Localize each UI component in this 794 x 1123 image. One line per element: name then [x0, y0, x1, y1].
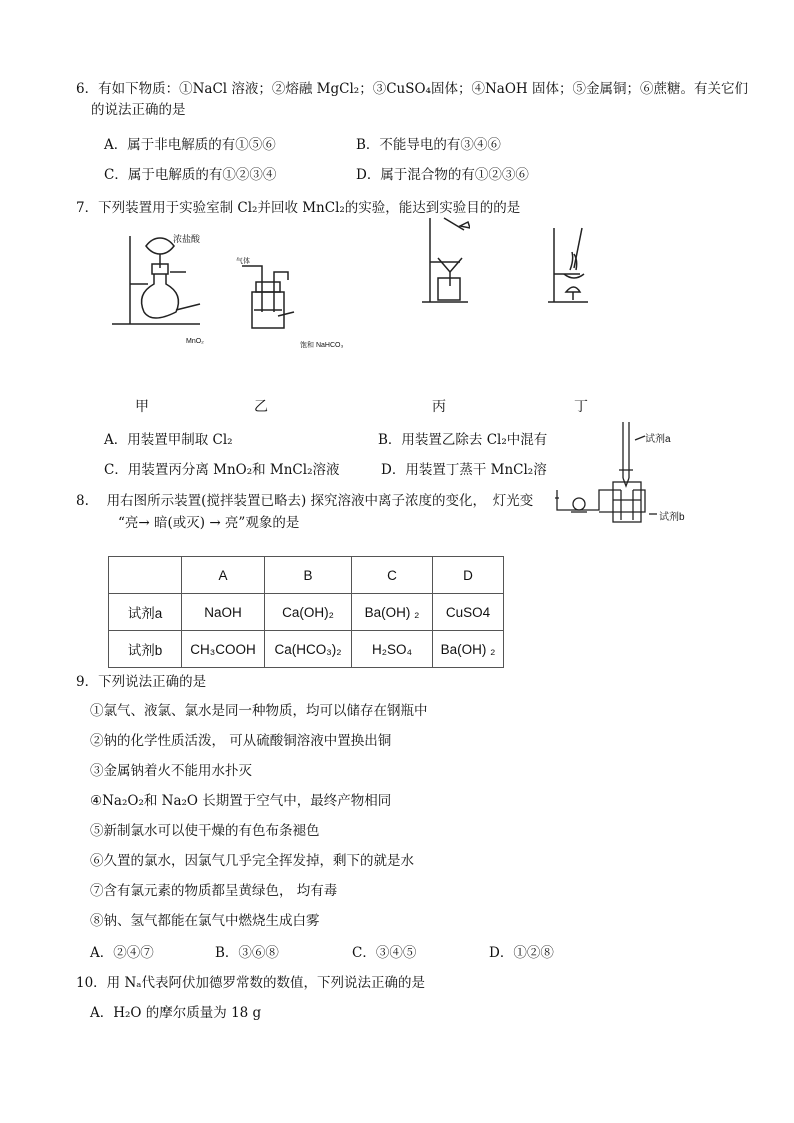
table-row	[109, 631, 504, 668]
label-reagent-a: 试剂a	[645, 434, 671, 445]
table-cell: NaOH	[182, 594, 265, 631]
label-conc-hcl: 浓盐酸	[173, 234, 201, 244]
table-cell: Ca(OH)₂	[265, 594, 352, 631]
q6-option-a: A．属于非电解质的有①⑤⑥	[104, 137, 276, 153]
q9-item-1: ①氯气、液氯、氯水是同一种物质，均可以储存在钢瓶中	[90, 703, 428, 719]
table-cell: CH₃COOH	[182, 631, 265, 668]
table-cell: H₂SO₄	[352, 631, 433, 668]
q7-option-d: D．用装置丁蒸干 MnCl₂溶	[381, 462, 547, 478]
label-mno2: MnO₂	[186, 338, 204, 345]
table-cell: Ba(OH) ₂	[352, 594, 433, 631]
apparatus-jia-figure	[108, 228, 218, 330]
table-cell: 试剂a	[109, 594, 182, 631]
q7-stem: 7．下列装置用于实验室制 Cl₂并回收 MnCl₂的实验，能达到实验目的的是	[76, 200, 521, 216]
apparatus-yi-figure	[238, 258, 298, 334]
q9-item-7: ⑦含有氯元素的物质都呈黄绿色， 均有毒	[90, 883, 338, 899]
q7-option-b: B．用装置乙除去 Cl₂中混有	[378, 432, 548, 448]
table-cell: Ca(HCO₃)₂	[265, 631, 352, 668]
q10-option-a: A．H₂O 的摩尔质量为 18 g	[90, 1005, 262, 1021]
table-header-cell: C	[352, 557, 433, 594]
q9-item-6: ⑥久置的氯水，因氯气几乎完全挥发掉，剩下的就是水	[90, 853, 414, 869]
q9-item-8: ⑧钠、氢气都能在氯气中燃烧生成白雾	[90, 913, 320, 929]
q9-item-4: ④Na₂O₂和 Na₂O 长期置于空气中，最终产物相同	[90, 793, 392, 809]
fig-label-yi: 乙	[254, 398, 268, 414]
q9-item-5: ⑤新制氯水可以使干燥的有色布条褪色	[90, 823, 320, 839]
q8-stem-line1: 8. 用右图所示装置(搅拌装置已略去) 探究溶液中离子浓度的变化， 灯光变	[76, 493, 534, 509]
q6-option-c: C．属于电解质的有①②③④	[104, 167, 277, 183]
q6-option-d: D．属于混合物的有①②③⑥	[356, 167, 529, 183]
label-gas: 气体	[236, 258, 250, 265]
table-row	[109, 594, 504, 631]
q7-option-a: A．用装置甲制取 Cl₂	[104, 432, 233, 448]
q6-option-b: B．不能导电的有③④⑥	[356, 137, 501, 153]
q9-option-b: B．③⑥⑧	[215, 945, 279, 961]
q8-stem-line2: “亮→ 暗(或灭) → 亮”观象的是	[118, 515, 300, 531]
table-cell: Ba(OH) ₂	[433, 631, 504, 668]
q7-option-c: C．用装置丙分离 MnO₂和 MnCl₂溶液	[104, 462, 340, 478]
table-cell: 试剂b	[109, 631, 182, 668]
q6-stem-line1: 6．有如下物质：①NaCl 溶液；②熔融 MgCl₂；③CuSO₄固体；④NaOH 固体；⑤金属铜；⑥蔗糖。有关它们	[76, 81, 748, 97]
table-header-cell: B	[265, 557, 352, 594]
table-header-row	[109, 557, 504, 594]
q9-option-d: D．①②⑧	[489, 945, 554, 961]
fig-label-bing: 丙	[432, 398, 446, 414]
q9-item-2: ②钠的化学性质活泼， 可从硫酸铜溶液中置换出铜	[90, 733, 392, 749]
label-nahco3: 饱和 NaHCO₃	[300, 342, 344, 349]
fig-label-jia: 甲	[135, 398, 149, 414]
fig-label-ding: 丁	[574, 398, 588, 414]
q9-option-a: A．②④⑦	[90, 945, 154, 961]
q9-stem: 9．下列说法正确的是	[76, 674, 207, 690]
table-header-cell: D	[433, 557, 504, 594]
reagent-table	[108, 556, 504, 668]
q9-item-3: ③金属钠着火不能用水扑灭	[90, 763, 252, 779]
q6-stem-line2: 的说法正确的是	[91, 102, 186, 118]
apparatus-ding-figure	[546, 224, 590, 306]
table-cell: CuSO4	[433, 594, 504, 631]
table-header-cell: A	[182, 557, 265, 594]
table-header-cell	[109, 557, 182, 594]
q10-stem: 10．用 Nₐ代表阿伏加德罗常数的数值，下列说法正确的是	[76, 975, 425, 991]
q9-option-c: C．③④⑤	[352, 945, 417, 961]
label-reagent-b: 试剂b	[659, 512, 685, 523]
apparatus-bing-figure	[420, 216, 470, 306]
